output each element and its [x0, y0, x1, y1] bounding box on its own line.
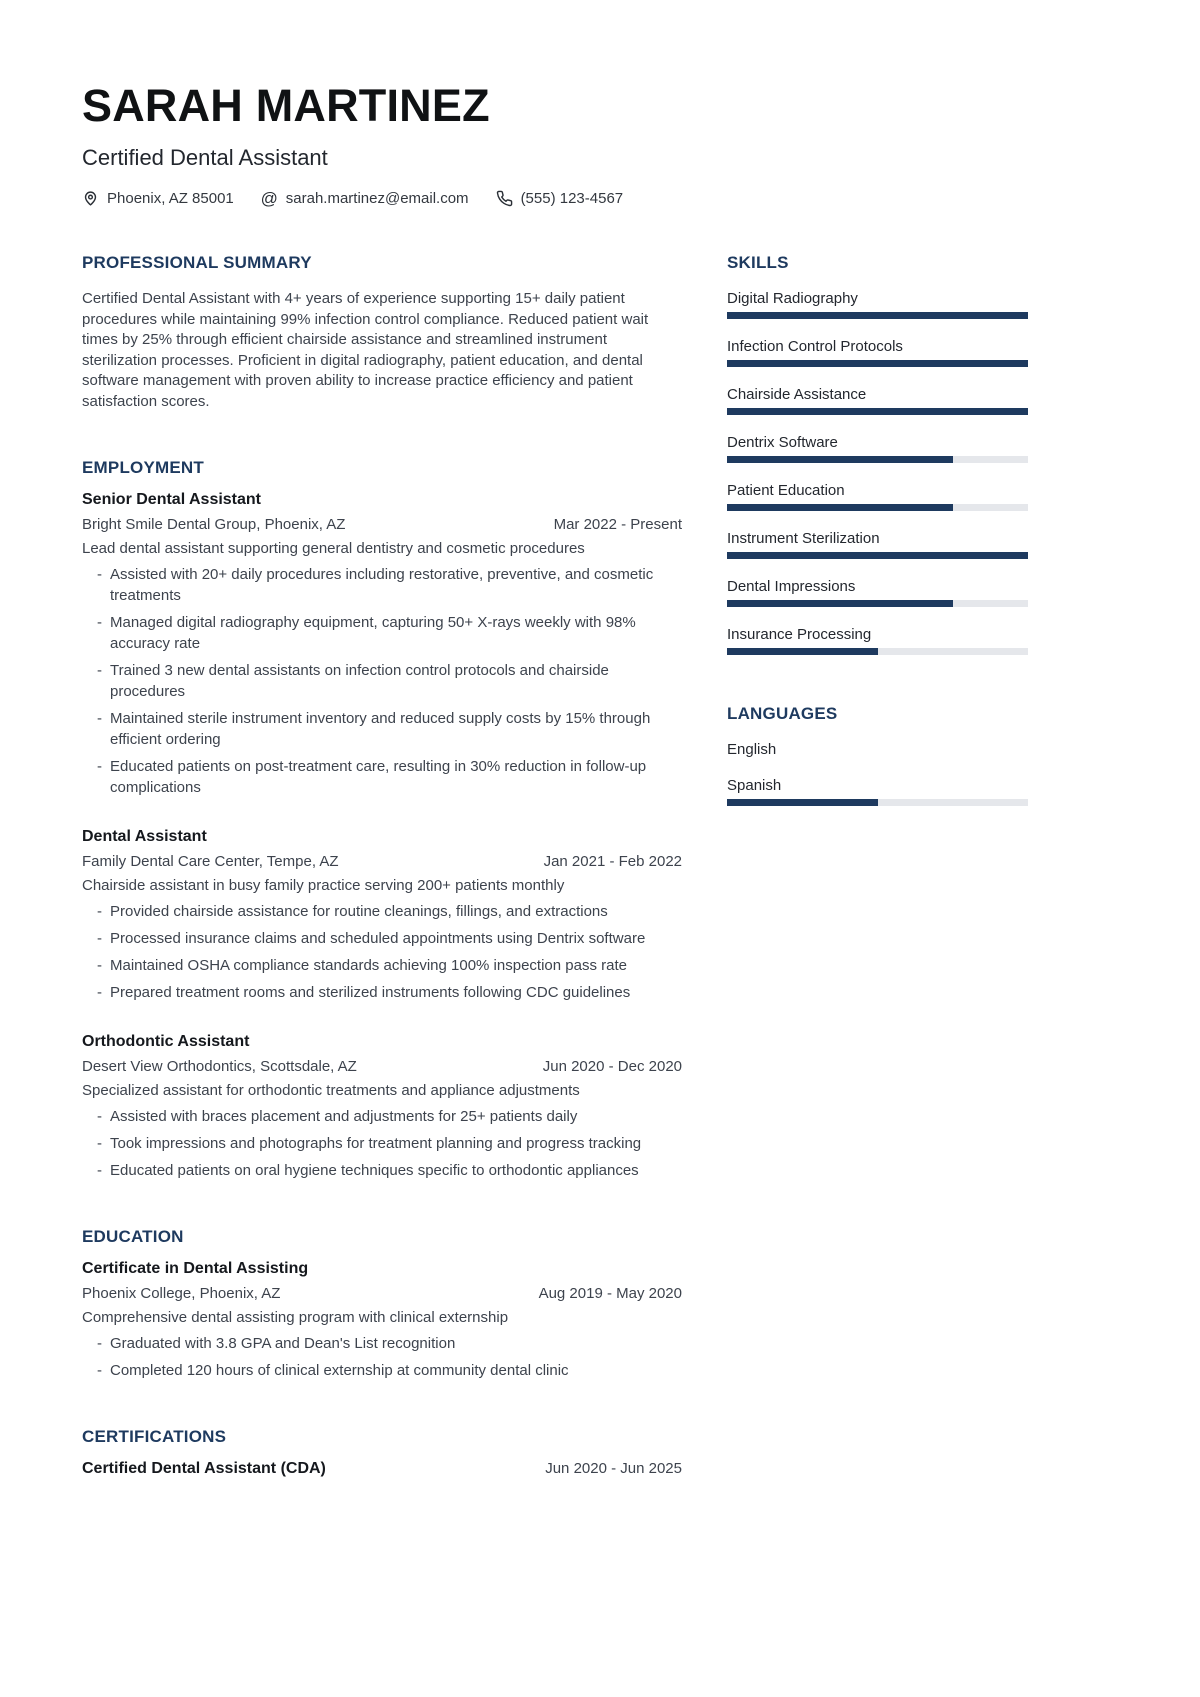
skills-list [727, 290, 1028, 655]
resume-entry [82, 827, 682, 1003]
resume-entry [82, 1259, 682, 1381]
skill-item [727, 530, 1028, 559]
email-icon: @ [260, 189, 278, 208]
skill-item [727, 434, 1028, 463]
education-heading: EDUCATION [82, 1227, 184, 1246]
skill-label: English [727, 741, 777, 758]
languages-heading: LANGUAGES [727, 704, 838, 723]
skill-bar-fill [727, 456, 953, 463]
languages-list [727, 741, 1028, 806]
entry-bullets [82, 564, 682, 798]
bullet-item: - Took impressions and photographs for treatment planning and progress tracking [82, 1133, 682, 1154]
entry-dates: Jan 2021 - Feb 2022 [543, 853, 682, 870]
skill-label: Dental Impressions [727, 578, 856, 595]
resume-entry [82, 1032, 682, 1181]
entry-title: Orthodontic Assistant [82, 1033, 250, 1050]
section-professional-summary [82, 253, 682, 412]
section-skills [727, 253, 1028, 655]
entry-organization: Phoenix College, Phoenix, AZ [82, 1285, 281, 1302]
skill-bar-track [727, 312, 1028, 319]
skill-bar-track [727, 456, 1028, 463]
entry-title: Dental Assistant [82, 828, 207, 845]
person-job-title: Certified Dental Assistant [82, 145, 328, 170]
skill-item [727, 290, 1028, 319]
bullet-item: - Maintained sterile instrument inventory and reduced supply costs by 15% through efficient ordering [82, 708, 682, 750]
section-education [82, 1227, 682, 1381]
skill-item [727, 626, 1028, 655]
entry-bullets [82, 901, 682, 1003]
skill-bar-fill [727, 799, 878, 806]
entry-summary: Comprehensive dental assisting program with clinical externship [82, 1309, 509, 1326]
location-icon [82, 190, 99, 207]
bullet-item: - Processed insurance claims and scheduled appointments using Dentrix software [82, 928, 682, 949]
contact-item [82, 190, 234, 207]
certification-entries [82, 1459, 682, 1478]
employment-heading: EMPLOYMENT [82, 458, 204, 477]
skill-item [727, 777, 1028, 806]
skill-bar-fill [727, 648, 878, 655]
entry-organization: Desert View Orthodontics, Scottsdale, AZ [82, 1058, 357, 1075]
entry-dates: Jun 2020 - Dec 2020 [542, 1058, 682, 1075]
skill-bar-track [727, 504, 1028, 511]
skills-heading: SKILLS [727, 253, 789, 272]
entry-bullets [82, 1106, 682, 1181]
skill-item [727, 482, 1028, 511]
entry-summary: Chairside assistant in busy family practice serving 200+ patients monthly [82, 877, 565, 894]
section-languages [727, 704, 1028, 806]
skill-bar-track [727, 799, 1028, 806]
section-employment [82, 458, 682, 1181]
contact-item [261, 190, 469, 207]
skill-bar-track [727, 648, 1028, 655]
skill-bar-fill [727, 360, 1028, 367]
entry-summary: Lead dental assistant supporting general dentistry and cosmetic procedures [82, 540, 585, 557]
entry-organization: Bright Smile Dental Group, Phoenix, AZ [82, 516, 346, 533]
employment-entries [82, 490, 682, 1181]
content-columns [82, 253, 1200, 1478]
entry-summary: Specialized assistant for orthodontic treatments and appliance adjustments [82, 1082, 580, 1099]
bullet-item: - Assisted with 20+ daily procedures including restorative, preventive, and cosmetic treatments [82, 564, 682, 606]
entry-title: Certificate in Dental Assisting [82, 1260, 309, 1277]
bullet-item: - Prepared treatment rooms and sterilized instruments following CDC guidelines [82, 982, 682, 1003]
contact-text: sarah.martinez@email.com [285, 190, 469, 207]
entry-dates: Aug 2019 - May 2020 [538, 1285, 682, 1302]
bullet-item: - Assisted with braces placement and adjustments for 25+ patients daily [82, 1106, 682, 1127]
bullet-item: - Maintained OSHA compliance standards achieving 100% inspection pass rate [82, 955, 682, 976]
summary-text: Certified Dental Assistant with 4+ years of experience supporting 15+ daily patient procedures while maintaining 99% infection control compliance. Reduced patient wait times by 25% through efficient chairside assistance and streamlined instrument sterilization processes. Proficient in digital radiography, patient education, and dental software management with proven ability to increase practice efficiency and patient satisfaction scores. [82, 290, 649, 410]
right-column [727, 253, 1028, 1478]
entry-organization: Family Dental Care Center, Tempe, AZ [82, 853, 339, 870]
education-entries [82, 1259, 682, 1381]
contact-text: Phoenix, AZ 85001 [107, 190, 234, 207]
entry-bullets [82, 1333, 682, 1381]
skill-item [727, 338, 1028, 367]
contact-row [82, 190, 1200, 207]
phone-icon [496, 190, 513, 207]
contact-item [496, 190, 624, 207]
bullet-item: - Graduated with 3.8 GPA and Dean's List recognition [82, 1333, 682, 1354]
skill-bar-fill [727, 552, 1028, 559]
bullet-item: - Educated patients on oral hygiene techniques specific to orthodontic appliances [82, 1160, 682, 1181]
skill-bar-track [727, 360, 1028, 367]
skill-bar-track [727, 552, 1028, 559]
resume-entry [82, 1459, 682, 1478]
skill-bar-fill [727, 312, 1028, 319]
skill-bar-fill [727, 408, 1028, 415]
summary-heading: PROFESSIONAL SUMMARY [82, 253, 312, 272]
left-column [82, 253, 682, 1478]
skill-label: Spanish [727, 777, 782, 794]
skill-label: Dentrix Software [727, 434, 838, 451]
bullet-item: - Trained 3 new dental assistants on infection control protocols and chairside procedures [82, 660, 682, 702]
entry-title: Certified Dental Assistant (CDA) [82, 1460, 326, 1477]
entry-dates: Mar 2022 - Present [553, 516, 682, 533]
bullet-item: - Managed digital radiography equipment, capturing 50+ X-rays weekly with 98% accuracy rate [82, 612, 682, 654]
resume-entry [82, 490, 682, 798]
skill-label: Instrument Sterilization [727, 530, 880, 547]
skill-item [727, 386, 1028, 415]
entry-dates: Jun 2020 - Jun 2025 [545, 1460, 682, 1477]
entry-title: Senior Dental Assistant [82, 491, 262, 508]
skill-label: Chairside Assistance [727, 386, 867, 403]
certifications-heading: CERTIFICATIONS [82, 1427, 227, 1446]
section-certifications [82, 1427, 682, 1478]
bullet-item: - Completed 120 hours of clinical externship at community dental clinic [82, 1360, 682, 1381]
skill-bar-fill [727, 504, 953, 511]
bullet-item: - Educated patients on post-treatment care, resulting in 30% reduction in follow-up complications [82, 756, 682, 798]
skill-bar-fill [727, 600, 953, 607]
skill-label: Digital Radiography [727, 290, 858, 307]
skill-label: Insurance Processing [727, 626, 872, 643]
skill-bar-track [727, 600, 1028, 607]
skill-label: Infection Control Protocols [727, 338, 903, 355]
resume-header [82, 82, 1200, 207]
person-name: SARAH MARTINEZ [82, 80, 490, 131]
contact-text: (555) 123-4567 [520, 190, 624, 207]
skill-label: Patient Education [727, 482, 845, 499]
bullet-item: - Provided chairside assistance for routine cleanings, fillings, and extractions [82, 901, 682, 922]
skill-item [727, 741, 1028, 759]
skill-bar-track [727, 408, 1028, 415]
skill-item [727, 578, 1028, 607]
